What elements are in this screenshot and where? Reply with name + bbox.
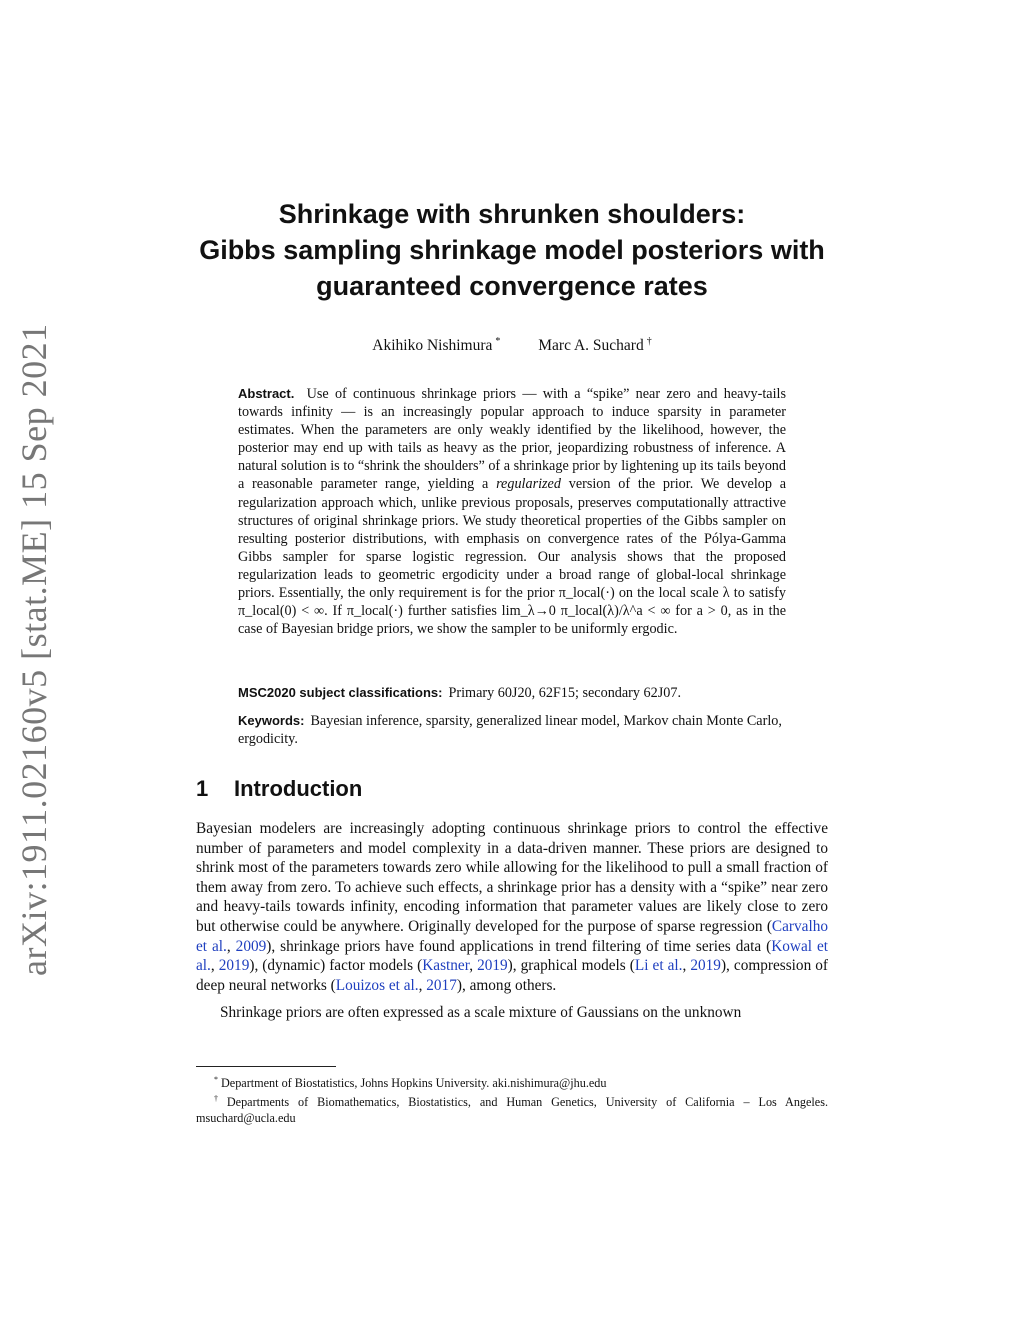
section-number: 1 — [196, 776, 209, 801]
intro-text: ), graphical models ( — [507, 957, 635, 975]
msc-classifications — [238, 684, 786, 702]
intro-text: ), (dynamic) factor models ( — [249, 957, 423, 975]
citation-link[interactable]: Louizos et al. — [335, 976, 419, 994]
citation-link[interactable]: Kastner — [422, 957, 470, 975]
citation-link[interactable]: Carvalho et al. — [196, 917, 828, 955]
citation-separator: , — [226, 937, 236, 955]
citation-year-link[interactable]: 2019 — [218, 957, 250, 975]
footnote-text: Department of Biostatistics, Johns Hopkins University. aki.nishimura@jhu.edu — [221, 1076, 607, 1091]
keywords — [238, 712, 786, 748]
citation-separator: , — [418, 976, 427, 994]
keywords-label: Keywords: — [238, 713, 305, 728]
author-footnote-mark: * — [495, 336, 501, 347]
author-2 — [538, 336, 651, 355]
author-footnote-mark: † — [646, 336, 652, 347]
abstract-text: Use of continuous shrinkage priors — with a “spike” near zero and heavy-tails towards infinity — is an increasingly popular approach to induce sparsity in parameter estimates. When the parameters are only weakly identified by the likelihood, however, the posterior may end up with tails as heavy as the prior, jeopardizing robustness of inference. A natural solution is to “shrink the shoulders” of a shrinkage prior by lightening up its tails beyond a reasonable parameter range, yielding a — [238, 386, 786, 493]
msc-text: Primary 60J20, 62F15; secondary 62J07. — [448, 685, 681, 701]
citation-separator: , — [210, 957, 219, 975]
footnote-text: Departments of Biomathematics, Biostatistics, and Human Genetics, University of California – Los Angeles. msuchard@ucla.edu — [196, 1095, 829, 1126]
citation-year-link[interactable]: 2017 — [426, 976, 457, 994]
citation-link[interactable]: Li et al. — [634, 957, 683, 975]
title-line-1: Shrinkage with shrunken shoulders: — [278, 199, 746, 229]
intro-text: ), compression of deep neural networks ( — [196, 957, 829, 994]
author-name: Marc A. Suchard — [538, 337, 644, 355]
arxiv-identifier-stamp: arXiv:1911.02160v5 [stat.ME] 15 Sep 2021 — [14, 323, 54, 976]
intro-text: Bayesian modelers are increasingly adopting continuous shrinkage priors to control the effective number of parameters and model complexity in a data-driven manner. These priors are designed to shrink most of the parameters towards zero while allowing for the likelihood to pull a small fraction of them away from zero. To achieve such effects, a shrinkage prior has a density with a “spike” near zero and heavy-tails towards infinity, encoding information that parameter values are likely close to zero but otherwise could be anywhere. Originally developed for the purpose of sparse regression ( — [196, 820, 828, 935]
footnote-mark: † — [214, 1094, 224, 1104]
intro-paragraph-1 — [196, 819, 828, 995]
author-list — [0, 336, 1024, 355]
abstract — [238, 385, 786, 638]
msc-label: MSC2020 subject classifications: — [238, 685, 443, 700]
section-title: Introduction — [234, 776, 363, 801]
intro-text: ), shrinkage priors have found applications in trend filtering of time series data ( — [266, 937, 772, 955]
footnote-1 — [196, 1072, 828, 1091]
citation-separator: , — [469, 957, 478, 975]
citation-year-link[interactable]: 2009 — [235, 937, 267, 955]
keywords-text: Bayesian inference, sparsity, generalized linear model, Markov chain Monte Carlo, ergodicity. — [238, 713, 782, 748]
title-line-2: Gibbs sampling shrinkage model posteriors with — [199, 235, 825, 265]
citation-year-link[interactable]: 2019 — [477, 957, 508, 975]
abstract-text-continued: version of the prior. We develop a regularization approach which, unlike previous proposals, preserves computationally attractive structures of original shrinkage priors. We study theoretical properties of the Gibbs sampler on resulting posterior distributions, with emphasis on convergence rates of the Pólya-Gamma Gibbs sampler for sparse logistic regression. Our analysis shows that the proposed regularization leads to geometric ergodicity under a broad range of global-local shrinkage priors. Essentially, the only requirement is for the prior π_local(·) on the local scale λ to satisfy π_local(0) < ∞. If π_local(·) further satisfies lim_λ→0 π_local(λ)/λ^a < ∞ for a > 0, as in the case of Bayesian bridge priors, we show the sampler to be uniformly ergodic. — [238, 476, 787, 638]
footnote-2 — [196, 1091, 828, 1126]
footnote-mark: * — [214, 1075, 218, 1084]
abstract-emphasis: regularized — [496, 476, 561, 493]
footnote-divider — [196, 1066, 336, 1067]
author-name: Akihiko Nishimura — [372, 337, 493, 355]
citation-year-link[interactable]: 2019 — [690, 957, 721, 975]
intro-paragraph-2: Shrinkage priors are often expressed as a scale mixture of Gaussians on the unknown — [220, 1004, 742, 1022]
title-line-3: guaranteed convergence rates — [316, 271, 708, 301]
intro-text: ), among others. — [456, 976, 557, 994]
citation-link[interactable]: Kowal et al. — [196, 937, 829, 975]
citation-separator: , — [682, 957, 691, 975]
footnotes — [196, 1072, 828, 1126]
paper-title — [150, 196, 874, 304]
abstract-label: Abstract. — [238, 386, 295, 401]
section-heading — [196, 776, 362, 802]
author-1 — [372, 336, 500, 355]
introduction-body — [196, 819, 828, 1023]
